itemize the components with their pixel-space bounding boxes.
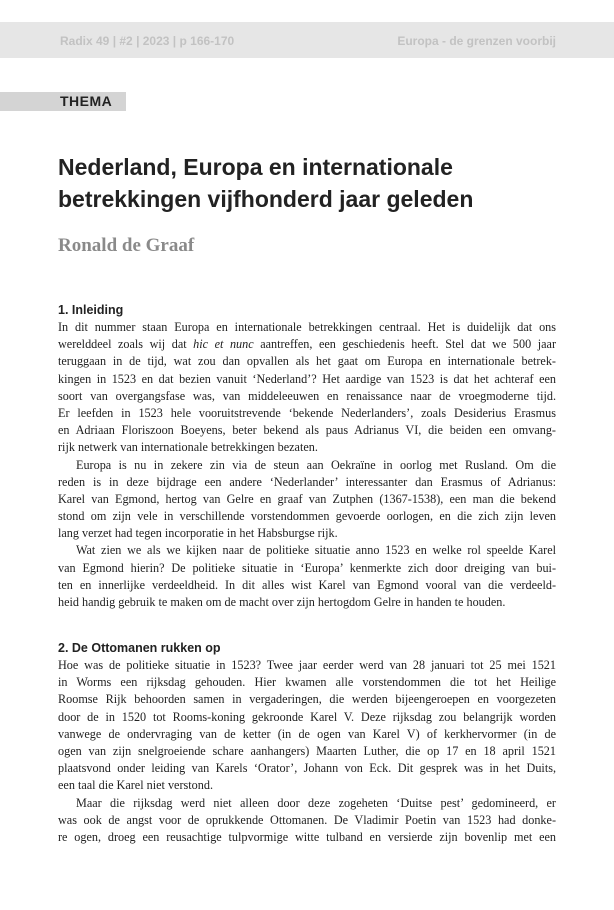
text-line xyxy=(58,336,556,353)
text-line: Hoe was de politieke situatie in 1523? Twee jaar eerder werd van 28 januari tot 25 mei 1521 xyxy=(58,658,556,672)
text-line: Karel van Egmond, hertog van Gelre en graaf van Zutphen (1367-1538), een man die bekend xyxy=(58,491,556,506)
text-line: kingen in 1523 en dat bezien vanuit ‘Nederland’? Het aardige van 1523 is dat het achteraf een xyxy=(58,371,556,386)
article-title-line-1: Nederland, Europa en internationale xyxy=(58,154,453,180)
text-line: soort van overgangsfase was, van middeleeuwen en renaissance naar de vroegmoderne tijd. xyxy=(58,388,556,403)
text-line: een taal die Karel niet verstond. xyxy=(58,778,213,793)
text-line: ogen van zijn snelgroeiende schare aanhangers) Maarten Luther, die op 17 en 18 april 1521 xyxy=(58,743,556,758)
text-line: ten en innerlijke verdeeldheid. In dit alles wist Karel van Egmond vooral van die verdeeld- xyxy=(58,577,556,592)
text-line: Roomse Rijk behoorden samen in vergaderingen, die werden bijeengeroepen en voorgezeten xyxy=(58,692,556,707)
text-line: In dit nummer staan Europa en internationale betrekkingen centraal. Het is duidelijk dat ons xyxy=(58,320,556,334)
journal-citation: Radix 49 | #2 | 2023 | p 166-170 xyxy=(60,34,235,48)
section-1-heading: 1. Inleiding xyxy=(58,303,124,317)
italic-phrase: hic et nunc xyxy=(193,337,254,352)
text-line: lang verzet had tegen incorporatie in het Habsburgse rijk. xyxy=(58,526,338,541)
section-1-paragraph-1 xyxy=(58,319,556,611)
section-2-paragraph-1 xyxy=(58,657,556,846)
issue-theme: Europa - de grenzen voorbij xyxy=(397,34,556,48)
text-line: door de in 1520 tot Rooms-koning gekroonde Karel V. Deze rijksdag zou belangrijk worden xyxy=(58,709,556,724)
text-line: was ook de angst voor de oprukkende Ottomanen. De Vladimir Poetin van 1523 had donke- xyxy=(58,812,556,827)
text-run: aantreffen, een geschiedenis heeft. Stel dat we 500 jaar xyxy=(253,337,557,352)
text-line: heid handig gebruik te maken om de macht over zijn hertogdom Gelre in handen te houden. xyxy=(58,595,506,609)
article-title xyxy=(58,151,558,215)
text-line: stond om zijn vele in verschillende vorstendommen gevoerde oorlogen, en die zich zijn leven xyxy=(58,509,556,524)
text-line: teruggaan in de tijd, wat zou dan opvallen als het gaat om Europa en internationale betrek- xyxy=(58,354,556,369)
text-line: plaatsvond onder leiding van Karels ‘Orator’, Johann von Eck. Dit gesprek was in het Duits, xyxy=(58,761,556,776)
text-line: reden is in deze bijdrage een andere ‘Nederlander’ interessanter dan Erasmus of Adrianus: xyxy=(58,474,556,489)
text-line: in Worms een rijksdag gehouden. Hier kwamen alle vorstendommen die tot het Heilige xyxy=(58,675,556,690)
text-line: vanwege de ondervraging van de ketter (in de ogen van Karel V) of kerkhervormer (in de xyxy=(58,726,556,741)
text-line: van Egmond hierin? De politieke situatie in ‘Europa’ kenmerkte zich door dreiging van bui- xyxy=(58,560,556,575)
article-title-line-2: betrekkingen vijfhonderd jaar geleden xyxy=(58,186,474,212)
text-line: Maar die rijksdag werd niet alleen door deze zogeheten ‘Duitse pest’ gedomineerd, er xyxy=(76,795,556,810)
text-line: Europa is nu in zekere zin via de steun aan Oekraïne in oorlog met Rusland. Om die xyxy=(76,457,556,472)
text-line: re ogen, droeg een reusachtige tulpvormige witte tulband en versierde zijn bovenlip met een xyxy=(58,829,556,844)
text-line: Wat zien we als we kijken naar de politieke situatie anno 1523 en welke rol speelde Karel xyxy=(76,543,556,558)
running-header xyxy=(0,22,614,58)
section-2-heading: 2. De Ottomanen rukken op xyxy=(58,641,221,655)
author-name: Ronald de Graaf xyxy=(58,235,195,256)
text-line: rijk netwerk van internationale betrekkingen bezaten. xyxy=(58,440,318,455)
section-label-text: THEMA xyxy=(60,93,113,109)
text-line: Er leefden in 1523 hele vooruitstrevende ‘bekende Nederlanders’, zoals Desiderius Erasmus xyxy=(58,405,556,420)
section-label xyxy=(0,92,126,111)
text-run: werelddeel zoals wij dat xyxy=(58,337,194,352)
text-line: en Adriaan Floriszoon Boeyens, beter bekend als paus Adrianus VI, die beiden een omvang- xyxy=(58,423,556,438)
